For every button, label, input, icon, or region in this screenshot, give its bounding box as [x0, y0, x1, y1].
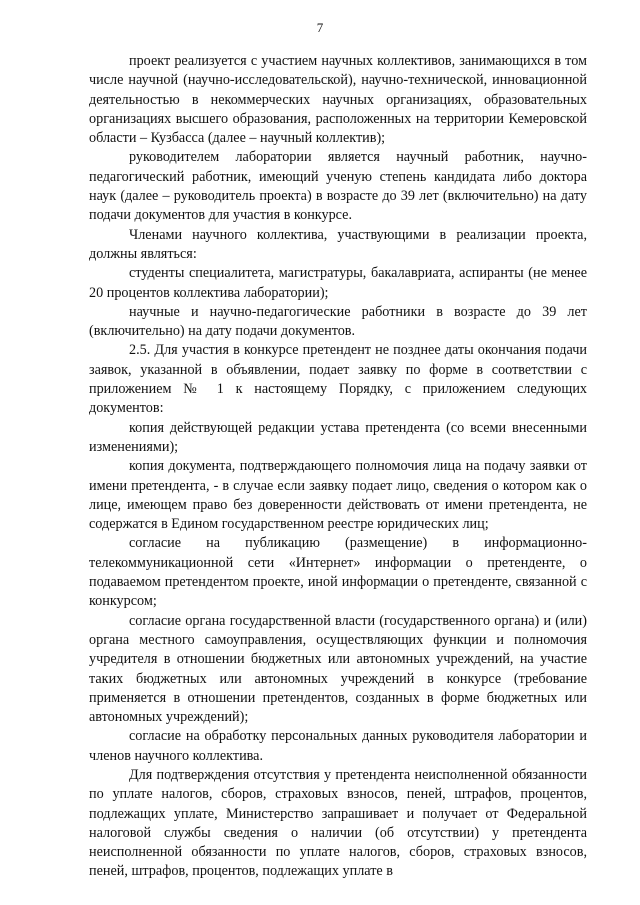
paragraph-authority-copy: копия документа, подтверждающего полномочия лица на подачу заявки от имени претендента, - в случае если заявку подает лицо, сведения о котором как о лице, имеющем право без доверенности действовать от имени претендента, не содержатся в Едином государственном реестре юридических лиц;	[89, 458, 587, 533]
paragraph-authority-consent: согласие органа государственной власти (государственного органа) и (или) органа местного самоуправления, осуществляющих функции и полномочия учредителя в отношении бюджетных или автономных учреждений, на участие таких бюджетных или автономных учреждений в конкурсе (требование применяется в отношении претендентов, созданных в форме бюджетных или автономных учреждений);	[89, 612, 587, 726]
paragraph-section-2-5: 2.5. Для участия в конкурсе претендент не позднее даты окончания подачи заявок, указанной в объявлении, подает заявку по форме в соответствии с приложением № 1 к настоящему Порядку, с приложением следующих документов:	[89, 342, 587, 417]
paragraph-lab-head: руководителем лаборатории является научный работник, научно-педагогический работник, имеющий ученую степень кандидата либо доктора наук (далее – руководитель проекта) в возрасте до 39 лет (включительно) на дату подачи документов для участия в конкурсе.	[89, 149, 587, 224]
paragraph-scientific-team: проект реализуется с участием научных коллективов, занимающихся в том числе научной (научно-исследовательской), научно-технической, инновационной деятельностью в некоммерческих научных организациях, образовательных организациях высшего образования, расположенных на территории Кемеровской области – Кузбасса (далее – научный коллектив);	[89, 53, 587, 147]
paragraph-tax-verification: Для подтверждения отсутствия у претендента неисполненной обязанности по уплате налогов, сборов, страховых взносов, пеней, штрафов, процентов, подлежащих уплате, Министерство запрашивает и получает от Федеральной налоговой службы сведения о наличии (об отсутствии) у претендента неисполненной обязанности по уплате налогов, сборов, страховых взносов, пеней, штрафов, процентов, подлежащих уплате в	[89, 766, 587, 880]
page-number: 7	[316, 20, 324, 35]
paragraph-team-members-intro: Членами научного коллектива, участвующими в реализации проекта, должны являться:	[89, 226, 587, 262]
paragraph-publication-consent: согласие на публикацию (размещение) в информационно-телекоммуникационной сети «Интернет» информации о претенденте, о подаваемом претендентом проекте, иной информации о претенденте, связанной с конкурсом;	[89, 535, 587, 610]
paragraph-charter-copy: копия действующей редакции устава претендента (со всеми внесенными изменениями);	[89, 419, 587, 455]
paragraph-researchers: научные и научно-педагогические работники в возрасте до 39 лет (включительно) на дату подачи документов.	[89, 303, 587, 340]
document-body	[89, 52, 587, 882]
paragraph-students: студенты специалитета, магистратуры, бакалавриата, аспиранты (не менее 20 процентов коллектива лаборатории);	[89, 265, 587, 301]
paragraph-personal-data-consent: согласие на обработку персональных данных руководителя лаборатории и членов научного коллектива.	[89, 728, 587, 764]
